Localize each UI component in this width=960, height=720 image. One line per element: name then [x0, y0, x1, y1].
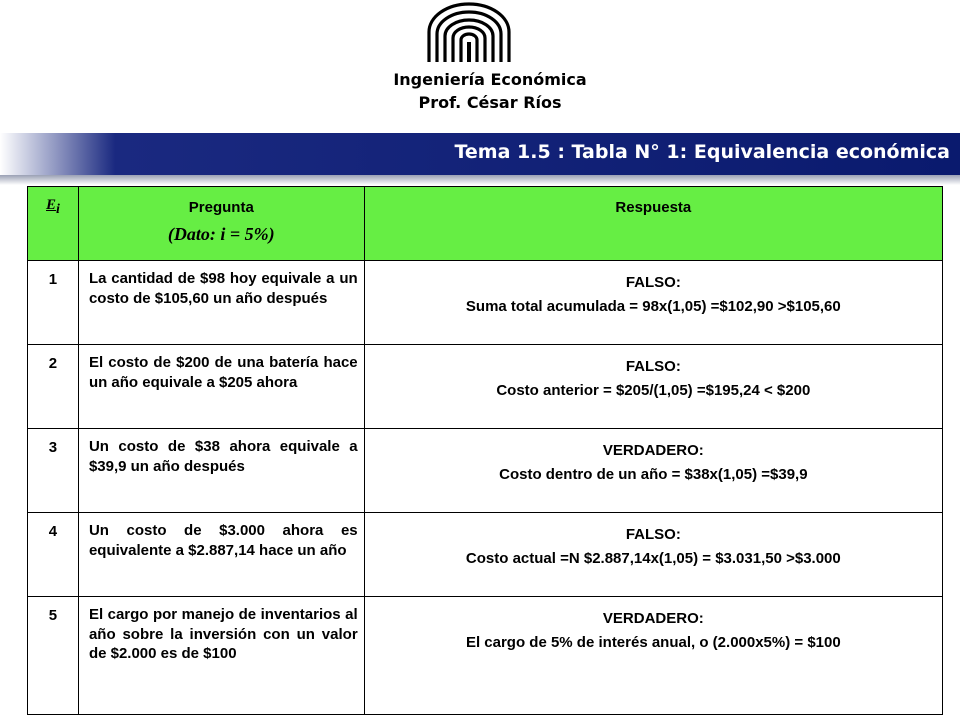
row-explanation: Costo dentro de un año = $38x(1,05) =$39,9 [499, 466, 808, 483]
table-row [28, 345, 943, 429]
row-question: La cantidad de $98 hoy equivale a un costo de $105,60 un año después [78, 261, 364, 345]
row-answer [364, 345, 942, 429]
row-answer [364, 261, 942, 345]
row-explanation: Costo actual =N $2.887,14x(1,05) = $3.031,50 >$3.000 [465, 550, 841, 567]
row-number: 1 [28, 261, 79, 345]
header-question-note: (Dato: i = 5%) [167, 224, 275, 244]
row-question: Un costo de $3.000 ahora es equivalente a $2.887,14 hace un año [78, 513, 364, 597]
row-explanation: El cargo de 5% de interés anual, o (2.000x5%) = $100 [465, 634, 841, 651]
row-explanation: Suma total acumulada = 98x(1,05) =$102,90 >$105,60 [465, 298, 841, 315]
header-ei-sub: i [56, 202, 60, 217]
title-shadow [0, 175, 960, 185]
row-question: El costo de $200 de una batería hace un año equivale a $205 ahora [78, 345, 364, 429]
row-verdict: VERDADERO: [602, 610, 704, 627]
row-verdict: FALSO: [625, 274, 681, 291]
header-question [78, 187, 364, 261]
header-question-label: Pregunta [188, 199, 254, 216]
row-answer [364, 513, 942, 597]
row-question: Un costo de $38 ahora equivale a $39,9 un año después [78, 429, 364, 513]
equivalence-table [27, 186, 943, 715]
row-number: 2 [28, 345, 79, 429]
row-explanation: Costo anterior = $205/(1,05) =$195,24 < $200 [496, 382, 811, 399]
row-answer [364, 429, 942, 513]
course-header [300, 68, 680, 114]
slide-title: Tema 1.5 : Tabla N° 1: Equivalencia económica [454, 141, 950, 163]
row-verdict: FALSO: [625, 526, 681, 543]
row-number: 5 [28, 597, 79, 715]
title-band [0, 133, 960, 175]
university-vault-logo-icon [423, 2, 515, 66]
header-ei [28, 187, 79, 261]
table-row [28, 429, 943, 513]
course-name: Ingeniería Económica [393, 70, 587, 89]
table-header-row [28, 187, 943, 261]
table-row [28, 261, 943, 345]
table-row [28, 513, 943, 597]
row-verdict: FALSO: [625, 358, 681, 375]
row-question: El cargo por manejo de inventarios al año sobre la inversión con un valor de $2.000 es de $100 [78, 597, 364, 715]
row-verdict: VERDADERO: [602, 442, 704, 459]
header-ei-main: E [46, 197, 57, 213]
professor-name: Prof. César Ríos [418, 93, 562, 112]
header-answer: Respuesta [364, 187, 942, 261]
row-answer [364, 597, 942, 715]
row-number: 3 [28, 429, 79, 513]
table-row [28, 597, 943, 715]
row-number: 4 [28, 513, 79, 597]
